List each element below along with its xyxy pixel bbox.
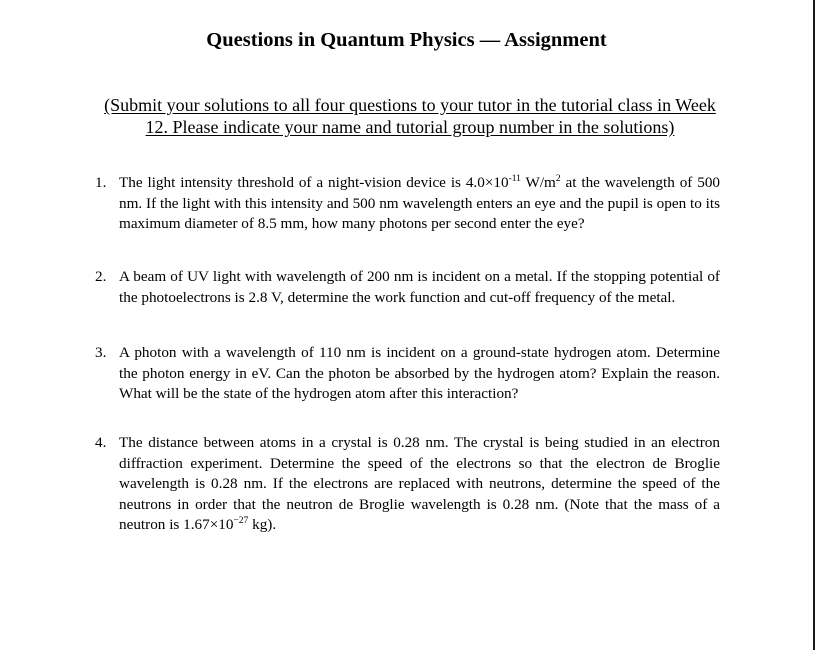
question-1 bbox=[95, 173, 720, 235]
exponent: −27 bbox=[233, 516, 249, 527]
exponent: -11 bbox=[508, 174, 521, 184]
question-text-part: kg). bbox=[248, 516, 277, 534]
question-3 bbox=[95, 343, 720, 405]
page-edge-divider bbox=[813, 0, 815, 650]
question-text: A beam of UV light with wavelength of 200 nm is incident on a metal. If the stopping potential of the photoelectrons is 2.8 V, determine the work function and cut-off frequency of the metal. bbox=[119, 268, 720, 306]
question-number: 2. bbox=[95, 268, 107, 285]
page-title: Questions in Quantum Physics — Assignment bbox=[206, 29, 607, 51]
exponent: 2 bbox=[555, 174, 561, 184]
question-number: 1. bbox=[95, 174, 107, 191]
question-text: A photon with a wavelength of 110 nm is incident on a ground-state hydrogen atom. Determine the photon energy in eV. Can the photon be absorbed by the hydrogen atom? Explain the reason. What will be the state of the hydrogen atom after this interaction? bbox=[119, 344, 720, 403]
question-text-part: The distance between atoms in a crystal is 0.28 nm. The crystal is being studied in an electron diffraction experiment. Determine the speed of the electrons so that the electron de Broglie wavelength is 0.28 nm. If the electrons are replaced with neutrons, determine the speed of the neutrons in order that the neutron de Broglie wavelength is 0.28 nm. (Note that the mass of a neutron is 1.67×10 bbox=[119, 434, 720, 534]
question-text-part: The light intensity threshold of a night-vision device is 4.0×10 bbox=[119, 174, 509, 191]
question-text bbox=[119, 173, 720, 235]
question-text bbox=[119, 433, 720, 536]
question-text-part: at the wavelength of 500 nm. If the light with this intensity and 500 nm wavelength enters an eye and the pupil is open to its maximum diameter of 8.5 mm, how many photons per second enter the eye? bbox=[119, 174, 721, 233]
question-4 bbox=[95, 433, 720, 536]
question-2 bbox=[95, 267, 720, 308]
question-number: 3. bbox=[95, 344, 107, 361]
submission-instructions: (Submit your solutions to all four questions to your tutor in the tutorial class in Week 12. Please indicate your name and tutorial group number in the solutions) bbox=[104, 95, 716, 137]
question-number: 4. bbox=[95, 434, 107, 451]
question-text-part: W/m bbox=[520, 174, 556, 191]
